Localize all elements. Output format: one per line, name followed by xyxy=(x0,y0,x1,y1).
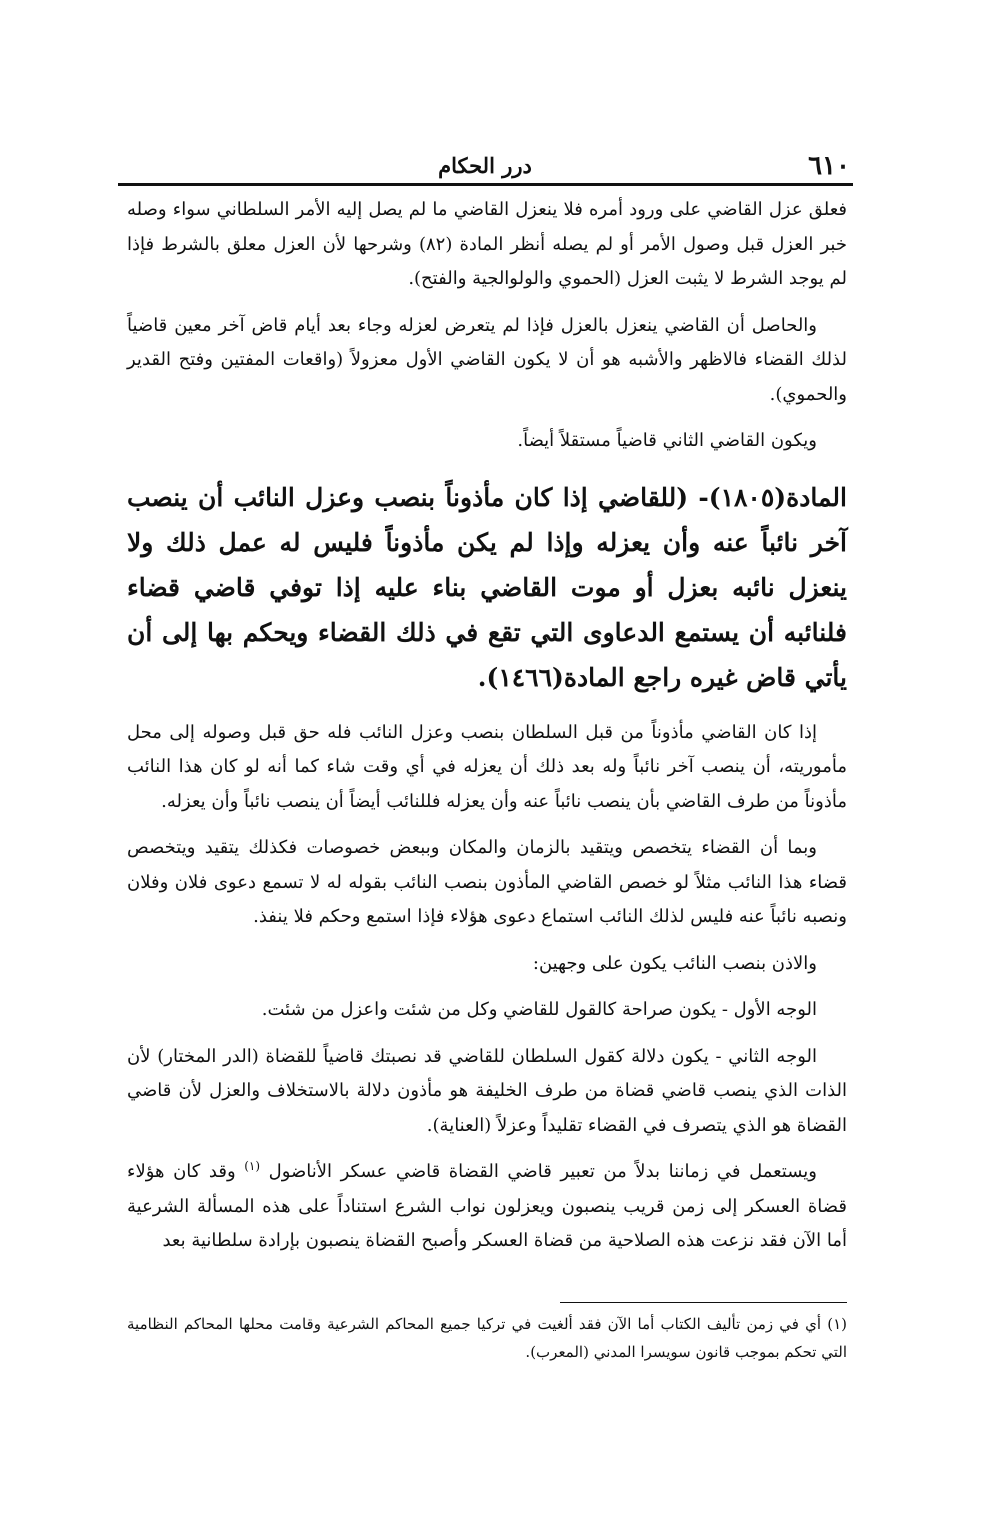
body-text xyxy=(127,193,847,1259)
footnotes xyxy=(127,1310,847,1366)
page-header xyxy=(120,150,850,184)
paragraph-9-end: وقد كان هؤلاء قضاة العسكر إلى زمن قريب ينصبون ويعزلون نواب الشرع استناداً على هذه المسألة الشرعية أما الآن فقد نزعت هذه الصلاحية من قضاة العسكر وأصبح القضاة ينصبون بإرادة سلطانية بعد xyxy=(127,1161,847,1251)
footnote-mark[interactable]: (١) xyxy=(244,1159,261,1173)
paragraph-5: وبما أن القضاء يتخصص ويتقيد بالزمان والمكان وببعض خصوصات فكذلك يتقيد ويتخصص قضاء هذا النائب مثلاً لو خصص القاضي المأذون بنصب النائب بقوله له لا تسمع دعوى فلان وفلان ونصبه نائباً عنه فليس لذلك النائب استماع دعوى هؤلاء فإذا استمع وحكم فلا ينفذ. xyxy=(127,837,847,927)
paragraph-1: فعلق عزل القاضي على ورود أمره فلا ينعزل القاضي ما لم يصل إليه الأمر السلطاني سواء وصله خبر العزل قبل وصول الأمر أو لم يصله أنظر المادة (٨٢) وشرحها لأن العزل معلق بالشرط فإذا لم يوجد الشرط لا يثبت العزل (الحموي والولوالجية والفتح). xyxy=(127,199,847,289)
paragraph-9 xyxy=(127,1155,847,1259)
paragraph-7: الوجه الأول - يكون صراحة كالقول للقاضي وكل من شئت واعزل من شئت. xyxy=(261,999,817,1020)
running-title: درر الحكام xyxy=(438,153,532,178)
paragraph-9-start: ويستعمل في زماننا بدلاً من تعبير قاضي القضاة قاضي عسكر الأناضول xyxy=(268,1161,817,1182)
paragraph-2: والحاصل أن القاضي ينعزل بالعزل فإذا لم يتعرض لعزله وجاء بعد أيام قاض آخر معين قاضياً لذلك القضاء فالاظهر والأشبه هو أن لا يكون القاضي الأول معزولاً (واقعات المفتين وفتح القدير والحموي). xyxy=(127,314,847,405)
paragraph-6: والاذن بنصب النائب يكون على وجهين: xyxy=(532,952,817,974)
paragraph-4: إذا كان القاضي مأذوناً من قبل السلطان بنصب وعزل النائب فله حق قبل وصوله إلى محل مأموريته، أن ينصب آخر نائباً وله بعد ذلك أن يعزله في أي وقت شاء كما أنه لو كان هذا النائب مأذوناً من طرف القاضي بأن ينصب نائباً عنه وأن يعزله فللنائب أيضاً أن ينصب نائباً وأن يعزله. xyxy=(127,721,847,812)
paragraph-3: ويكون القاضي الثاني قاضياً مستقلاً أيضاً. xyxy=(517,430,817,451)
article-1805: المادة(١٨٠٥)- (للقاضي إذا كان مأذوناً بنصب وعزل النائب أن ينصب آخر نائباً عنه وأن يعزله وإذا لم يكن مأذوناً فليس له عمل ذلك ولا ينعزل نائبه بعزل أو موت القاضي بناء عليه إذا توفي قاضي قضاء فلنائبه أن يستمع الدعاوى التي تقع في ذلك القضاء ويحكم بها إلى أن يأتي قاض غيره راجع المادة(١٤٦٦). xyxy=(127,482,847,692)
header-rule xyxy=(118,183,853,186)
footnote-rule xyxy=(560,1302,847,1303)
page-number: ٦١٠ xyxy=(808,151,850,181)
footnote-1: (١) أي في زمن تأليف الكتاب أما الآن فقد ألغيت في تركيا جميع المحاكم الشرعية وقامت محلها المحاكم النظامية التي تحكم بموجب قانون سويسرا المدني (المعرب). xyxy=(127,1315,847,1361)
paragraph-8: الوجه الثاني - يكون دلالة كقول السلطان للقاضي قد نصبتك قاضياً للقضاة (الدر المختار) لأن الذات الذي ينصب قاضي قضاة من طرف الخليفة هو مأذون دلالة بالاستخلاف والعزل لأن قاضي القضاة هو الذي يتصرف في القضاء تقليداً وعزلاً (العناية). xyxy=(127,1045,847,1136)
